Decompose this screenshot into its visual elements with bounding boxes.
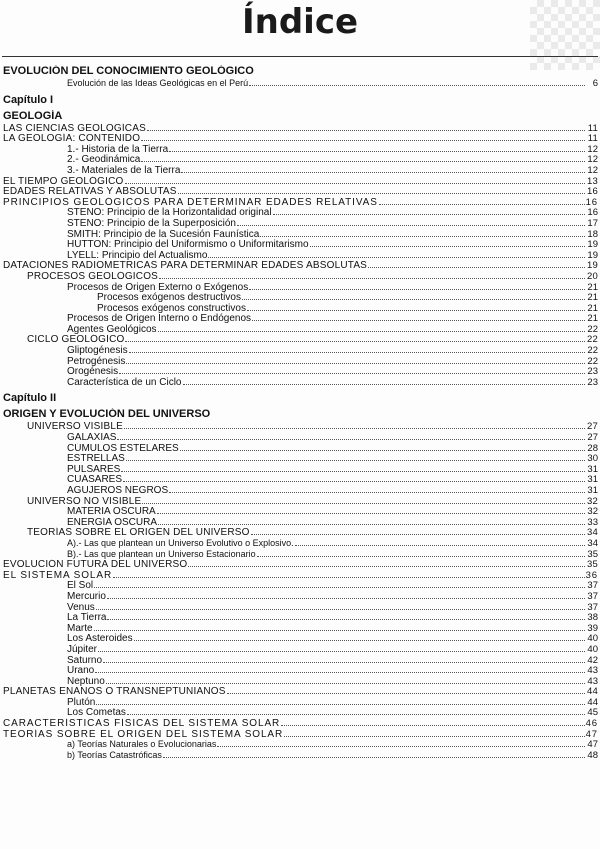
toc-entry-title: GALAXIAS [67, 432, 117, 443]
toc-entry-page: 6 [592, 78, 598, 89]
toc-entry-page: 48 [587, 749, 598, 761]
toc-entry-title: LA GEOLOGÍA: CONTENIDO [3, 133, 141, 144]
toc-entry-title: Procesos de Origen Interno o Endógenos [67, 313, 252, 324]
toc-entry-page: 35 [587, 548, 598, 560]
toc-entry-title: Evolución de las Ideas Geológicas en el Perú [67, 78, 249, 88]
dot-leader [310, 239, 585, 247]
dot-leader [379, 197, 585, 205]
toc-entry-title: Los Cometas [67, 707, 126, 719]
toc-entry-title: Júpiter [67, 643, 98, 655]
toc-entry-title: A).- Las que plantean un Universo Evolutivo o Explosivo. [67, 537, 294, 548]
toc-entry[interactable] [3, 506, 598, 517]
toc-entry[interactable] [3, 186, 598, 197]
dot-leader [107, 612, 585, 620]
dot-leader [121, 464, 585, 472]
toc-entry-page: 37 [587, 580, 598, 591]
toc-entry[interactable] [3, 549, 598, 560]
toc-entry-title: EVOLUCIÓN DEL CONOCIMIENTO GEOLÓGICO [3, 65, 254, 77]
toc-entry[interactable] [3, 485, 598, 496]
dot-leader [178, 186, 585, 194]
dot-leader [127, 707, 585, 715]
toc-entry[interactable] [3, 633, 598, 644]
dot-leader [106, 676, 585, 684]
dot-leader [123, 474, 585, 482]
dot-leader [217, 739, 585, 747]
toc-entry[interactable] [3, 303, 598, 314]
toc-entry-title: PRINCIPIOS GEOLÓGICOS PARA DETERMINAR EDADES RELATIVAS [3, 196, 378, 208]
dot-leader [208, 250, 585, 258]
toc-entry-title: 2.- Geodinámica [67, 154, 141, 165]
dot-leader [249, 282, 585, 290]
dot-leader [180, 443, 585, 451]
dot-leader [129, 345, 585, 353]
toc-entry-page: 43 [587, 665, 598, 676]
dot-leader [96, 697, 585, 705]
toc-entry[interactable] [3, 292, 598, 303]
toc-entry-title: Característica de un Ciclo [67, 376, 182, 388]
dot-leader [98, 644, 585, 652]
toc-entry[interactable] [3, 366, 598, 377]
dot-leader [249, 78, 585, 86]
toc-entry-page: 23 [587, 376, 598, 388]
toc-entry-page: 23 [587, 366, 598, 377]
page-title: Índice [241, 2, 359, 42]
dot-leader [158, 324, 585, 332]
toc-entry[interactable] [3, 207, 598, 218]
dot-leader [242, 292, 585, 300]
toc-entry-page: 19 [587, 260, 598, 271]
dot-leader [141, 133, 585, 141]
toc-entry[interactable] [3, 250, 598, 261]
toc-entry-page: 19 [587, 249, 598, 261]
toc-entry-page: 22 [587, 345, 598, 356]
dot-leader [94, 580, 585, 588]
dot-leader [141, 154, 585, 162]
toc-entry-title: Los Asteroides [67, 633, 133, 644]
toc-entry-title: ORIGEN Y EVOLUCIÓN DEL UNIVERSO [3, 408, 211, 421]
toc-entry-page: 11 [587, 133, 598, 144]
toc-entry[interactable] [3, 334, 598, 345]
toc-entry[interactable] [3, 665, 598, 676]
dot-leader [126, 356, 585, 364]
dot-leader [158, 517, 585, 525]
toc-entry[interactable] [3, 443, 598, 454]
toc-entry[interactable] [3, 313, 598, 324]
toc-entry-page: 35 [587, 559, 598, 570]
toc-entry[interactable] [3, 464, 598, 475]
toc-entry-title: Marte [67, 622, 93, 634]
toc-entry-page: 12 [587, 143, 598, 155]
toc-entry-page: 30 [587, 453, 598, 464]
toc-entry-title: TEORÍAS SOBRE EL ORIGEN DEL UNIVERSO [27, 527, 250, 538]
dot-leader [295, 538, 585, 546]
dot-leader [188, 559, 585, 567]
dot-leader [157, 506, 585, 514]
toc-entry[interactable] [3, 750, 598, 761]
toc-entry-title: EDADES RELATIVAS Y ABSOLUTAS [3, 186, 177, 197]
toc-entry-title: El Sol [67, 580, 94, 591]
toc-entry[interactable] [3, 453, 598, 464]
toc-entry[interactable] [3, 496, 598, 507]
toc-entry-page: 47 [585, 728, 598, 740]
toc-entry-title: CARACTERÍSTICAS FÍSICAS DEL SISTEMA SOLAR [3, 718, 281, 729]
toc-entry-page: 38 [587, 612, 598, 623]
toc-entry-title: LYELL: Principio del Actualismo [67, 249, 208, 261]
section-heading [3, 408, 598, 421]
toc-entry-title: a) Teorías Naturales o Evolucionarias [67, 739, 217, 750]
toc-entry-title: CÚMULOS ESTELARES [67, 442, 179, 454]
toc-entry-page: 18 [587, 228, 598, 240]
dot-leader [125, 176, 586, 184]
toc-entry-title: GEOLOGÍA [3, 109, 63, 122]
dot-leader [181, 165, 585, 173]
dot-leader [281, 718, 584, 726]
toc-entry-page: 11 [587, 122, 598, 134]
dot-leader [227, 686, 585, 694]
toc-entry-page: 27 [587, 421, 598, 433]
toc-entry-page: 45 [587, 707, 598, 719]
toc-entry-page: 42 [587, 654, 598, 666]
toc-entry[interactable] [3, 239, 598, 250]
toc-entry[interactable] [3, 517, 598, 528]
toc-entry-title: Mercurio [67, 590, 106, 602]
toc-entry-title: 1.- Historia de la Tierra [67, 143, 169, 155]
toc-entry[interactable] [3, 612, 598, 623]
toc-entry-title: UNIVERSO NO VISIBLE [27, 495, 142, 507]
toc-entry[interactable] [3, 78, 598, 89]
toc-entry[interactable] [3, 707, 598, 718]
toc-entry-page: 21 [587, 292, 598, 303]
dot-leader [284, 729, 585, 737]
toc-entry-page: 33 [587, 516, 598, 528]
dot-leader [257, 549, 585, 557]
toc-entry-page: 39 [587, 622, 598, 634]
dot-leader [124, 421, 585, 429]
chapter-heading [3, 391, 598, 405]
toc-entry-page: 21 [587, 302, 598, 314]
toc-entry-title: EL TIEMPO GEOLÓGICO [3, 175, 124, 187]
dot-leader [113, 570, 585, 578]
dot-leader [169, 485, 585, 493]
toc-entry-title: HUTTON: Principio del Uniformismo o Uniformitarismo [67, 239, 309, 250]
toc-entry-page: 19 [587, 239, 598, 250]
toc-entry[interactable] [3, 718, 598, 729]
dot-leader [159, 271, 585, 279]
toc-entry[interactable] [3, 421, 598, 432]
toc-entry-title: PLANETAS ENANOS O TRANSNEPTUNIANOS [3, 686, 226, 697]
toc-entry-page: 46 [585, 718, 598, 729]
toc-entry[interactable] [3, 623, 598, 634]
toc-entry-page: 21 [587, 313, 598, 324]
toc-entry[interactable] [3, 527, 598, 538]
toc-entry-page: 22 [587, 334, 598, 346]
toc-entry[interactable] [3, 538, 598, 549]
toc-entry[interactable] [3, 591, 598, 602]
toc-entry-title: 3.- Materiales de la Tierra [67, 164, 181, 176]
toc-entry[interactable] [3, 176, 598, 187]
toc-entry-title: MATERIA OSCURA [67, 506, 156, 517]
toc-entry-title: La Tierra [67, 612, 107, 623]
toc-entry-page: 21 [587, 281, 598, 293]
toc-entry[interactable] [3, 729, 598, 740]
toc-entry-page: 22 [587, 355, 598, 367]
dot-leader [142, 496, 585, 504]
dot-leader [94, 623, 585, 631]
toc-entry-page: 31 [587, 485, 598, 496]
toc-entry-title: CICLO GEOLÓGICO [27, 334, 125, 346]
toc-entry-title: Venus [67, 601, 95, 613]
toc-entry-page: 37 [587, 590, 598, 602]
toc-entry-page: 44 [587, 686, 598, 697]
toc-entry-page: 36 [585, 569, 598, 581]
toc-entry[interactable] [3, 144, 598, 155]
toc-entry-title: Procesos de Origen Externo o Exógenos [67, 281, 249, 293]
toc-entry-title: STENO: Principio de la Horizontalidad original [67, 207, 272, 218]
toc-entry[interactable] [3, 570, 598, 581]
toc-entry-page: 17 [587, 217, 598, 229]
section-heading [3, 65, 598, 78]
toc-entry-page: 32 [587, 506, 598, 517]
toc-entry-page: 16 [587, 207, 598, 218]
toc-entry-title: Capítulo II [3, 392, 57, 405]
toc-entry-title: PULSARES [67, 463, 121, 475]
toc-entry-title: ENERGÍA OSCURA [67, 516, 158, 528]
toc-entry-page: 27 [587, 432, 598, 443]
toc-entry[interactable] [3, 644, 598, 655]
toc-entry-title: Urano [67, 665, 95, 676]
toc-entry-title: Neptuno [67, 675, 105, 687]
toc-entry-page: 43 [587, 675, 598, 687]
dot-leader [126, 453, 585, 461]
toc-entry-title: Plutón [67, 696, 96, 708]
dot-leader [125, 334, 585, 342]
toc-entry[interactable] [3, 602, 598, 613]
dot-leader [103, 655, 585, 663]
toc-entry-page: 16 [587, 186, 598, 197]
toc-entry-title: Saturno [67, 654, 103, 666]
toc-entry-title: Agentes Geológicos [67, 323, 157, 335]
toc-entry[interactable] [3, 324, 598, 335]
toc-entry[interactable] [3, 154, 598, 165]
dot-leader [117, 432, 585, 440]
dot-leader [147, 123, 585, 131]
toc-entry-page: 31 [587, 474, 598, 485]
table-of-contents [3, 62, 598, 760]
toc-entry-title: TEORÍAS SOBRE EL ORIGEN DEL SISTEMA SOLAR [3, 728, 284, 740]
dot-leader [183, 377, 586, 385]
toc-entry[interactable] [3, 655, 598, 666]
toc-entry[interactable] [3, 218, 598, 229]
toc-entry-title: UNIVERSO VISIBLE [27, 421, 124, 433]
toc-entry-page: 12 [587, 164, 598, 176]
dot-leader [95, 665, 585, 673]
toc-entry-title: B).- Las que plantean un Universo Estacionario [67, 548, 256, 559]
toc-entry-title: Capítulo I [3, 93, 54, 106]
toc-entry-title: PROCESOS GEOLÓGICOS [27, 270, 159, 282]
toc-entry-title: Procesos exógenos constructivos [97, 302, 246, 314]
title-divider [2, 56, 598, 57]
toc-entry-page: 22 [587, 323, 598, 335]
toc-entry-title: Orogénesis [67, 366, 119, 377]
toc-entry-page: 13 [587, 175, 598, 187]
toc-entry-title: Gliptogénesis [67, 345, 128, 356]
dot-leader [368, 260, 585, 268]
dot-leader [252, 313, 585, 321]
dot-leader [273, 207, 585, 215]
toc-entry[interactable] [3, 686, 598, 697]
toc-entry[interactable] [3, 697, 598, 708]
dot-leader [237, 218, 585, 226]
toc-entry[interactable] [3, 474, 598, 485]
toc-entry-title: LAS CIENCIAS GEOLOGÍCAS [3, 122, 146, 134]
toc-entry-title: EVOLUCIÓN FUTURA DEL UNIVERSO [3, 559, 188, 570]
toc-entry[interactable] [3, 123, 598, 134]
toc-entry[interactable] [3, 165, 598, 176]
toc-entry-page: 32 [587, 495, 598, 507]
dot-leader [134, 633, 585, 641]
toc-entry[interactable] [3, 133, 598, 144]
toc-entry-title: Petrogénesis [67, 355, 126, 367]
toc-entry[interactable] [3, 580, 598, 591]
chapter-heading [3, 93, 598, 107]
dot-leader [107, 591, 585, 599]
toc-entry[interactable] [3, 377, 598, 388]
section-heading [3, 110, 598, 123]
toc-entry-title: EL SISTEMA SOLAR [3, 569, 113, 581]
dot-leader [169, 144, 585, 152]
toc-entry[interactable] [3, 559, 598, 570]
dot-leader [247, 303, 585, 311]
toc-entry-title: Procesos exógenos destructivos [97, 292, 241, 303]
dot-leader [251, 527, 585, 535]
toc-entry[interactable] [3, 739, 598, 750]
dot-leader [96, 602, 585, 610]
toc-entry-title: SMITH: Principio de la Sucesión Faunística [67, 228, 260, 240]
toc-entry-page: 44 [587, 696, 598, 708]
toc-entry-page: 34 [587, 527, 598, 538]
toc-entry[interactable] [3, 260, 598, 271]
toc-entry[interactable] [3, 676, 598, 687]
toc-entry-title: STENO: Principio de la Superposición [67, 217, 236, 229]
toc-entry-page: 31 [587, 463, 598, 475]
toc-entry[interactable] [3, 271, 598, 282]
toc-entry-page: 47 [587, 739, 598, 750]
toc-entry-page: 37 [587, 601, 598, 613]
toc-entry[interactable] [3, 345, 598, 356]
toc-entry[interactable] [3, 197, 598, 208]
toc-entry-page: 28 [587, 442, 598, 454]
toc-entry[interactable] [3, 356, 598, 367]
toc-entry-page: 34 [587, 537, 598, 549]
toc-entry-page: 12 [587, 154, 598, 165]
toc-entry[interactable] [3, 432, 598, 443]
toc-entry[interactable] [3, 229, 598, 240]
toc-entry-page: 20 [587, 270, 598, 282]
toc-entry-title: ESTRELLAS [67, 453, 125, 464]
toc-entry-title: DATACIONES RADIOMETRICAS PARA DETERMINAR EDADES ABSOLUTAS [3, 260, 368, 271]
dot-leader [163, 750, 585, 758]
toc-entry-page: 16 [585, 196, 598, 208]
toc-entry-page: 40 [587, 643, 598, 655]
toc-entry-title: b) Teorías Catastróficas [67, 749, 162, 760]
toc-entry[interactable] [3, 282, 598, 293]
toc-entry-title: AGUJEROS NEGROS [67, 485, 169, 496]
toc-entry-title: CUÁSARES [67, 474, 123, 485]
toc-entry-page: 40 [587, 633, 598, 644]
dot-leader [119, 366, 585, 374]
dot-leader [260, 229, 585, 237]
